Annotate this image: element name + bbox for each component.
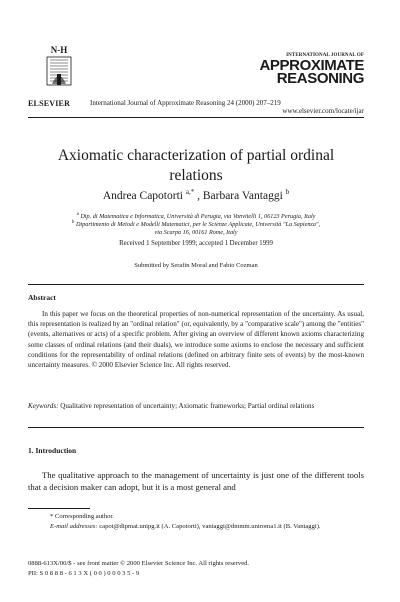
journal-brand xyxy=(260,53,365,85)
section-body: The qualitative approach to the management of uncertainty is just one of the different tools that a decision maker can adopt, but it is a most general and xyxy=(28,470,364,493)
affiliation-a: $^a$ Dip. di Matematica e Informatica, Università di Perugia, via Vanvitelli 1, 06123 Perugia, Italy xyxy=(76,212,316,221)
author-1: Andrea Capotorti xyxy=(102,189,183,202)
author-2: , Barbara Vantaggi xyxy=(197,189,283,202)
abstract-bottom-rule xyxy=(28,427,364,428)
journal-brand-line3: REASONING xyxy=(276,70,364,87)
publisher-mark: N-H xyxy=(50,45,68,55)
issn-line: 0888-613X/00/$ - see front matter © 2000 Elsevier Science Inc. All rights reserved. xyxy=(28,560,250,567)
authors xyxy=(28,188,364,202)
keywords-label: Keywords: xyxy=(28,402,59,410)
author-1-marks: a,* xyxy=(185,188,195,196)
journal-url[interactable]: www.elsevier.com/locate/ijar xyxy=(282,107,364,115)
header-rule xyxy=(28,117,364,118)
submitted-by: Submitted by Serafin Moral and Fabio Cozman xyxy=(134,262,258,269)
title-line-2: relations xyxy=(169,167,223,184)
abstract-text: In this paper we focus on the theoretical properties of non-numerical representation of the uncertainty. As usual, this representation is realized by an "ordinal relation" (or, equivalently, by a "comparative scale") among the "entities" (events, alternatives or acts) of a specific problem. After giving an overview of different known axioms characterizing some classes of ordinal relations (and their duals), we introduce some axioms to enclose the necessary and sufficient conditions for the representability of ordinal relations (defined on arbitrary finite sets of events) by the most-known uncertainty measures. © 2000 Elsevier Science Inc. All rights reserved. xyxy=(28,310,364,370)
title-line-1: Axiomatic characterization of partial ordinal xyxy=(57,147,335,164)
abstract-heading: Abstract xyxy=(28,293,56,302)
footnote-email xyxy=(28,522,364,531)
keywords-text: Qualitative representation of uncertainty; Axiomatic frameworks; Partial ordinal relations xyxy=(58,402,315,410)
footnote-corresponding: * Corresponding author. xyxy=(50,513,114,520)
section-heading: 1. Introduction xyxy=(28,446,77,455)
received-dates: Received 1 September 1999; accepted 1 December 1999 xyxy=(119,240,273,247)
email-text: capot@dipmat.unipg.it (A. Capotorti), vantaggi@dmmm.uniroma1.it (B. Vantaggi). xyxy=(97,523,321,530)
pii-line: PII: S 0 8 8 8 - 6 1 3 X ( 0 0 ) 0 0 0 3 5 - 9 xyxy=(28,570,140,577)
abstract-top-rule xyxy=(28,284,364,285)
journal-brand-line2: APPROXIMATE xyxy=(259,57,364,74)
footnote-rule xyxy=(28,508,90,509)
paper-title xyxy=(28,146,364,186)
journal-citation: International Journal of Approximate Reasoning 24 (2000) 207–219 xyxy=(90,99,281,107)
keywords xyxy=(28,401,364,411)
publisher-name: ELSEVIER xyxy=(28,99,71,108)
author-2-marks: b xyxy=(285,188,290,196)
affiliation-b: $^b$ Dipartimento di Metodi e Modelli Matematici, per le Scienze Applicate, Università "La Sapienza", via Scarpa 16, 00161 Rome, Italy xyxy=(71,220,321,237)
north-holland-logo xyxy=(38,44,80,90)
email-label: E-mail addresses: xyxy=(50,523,98,530)
journal-brand-line1: INTERNATIONAL JOURNAL OF xyxy=(286,53,364,58)
